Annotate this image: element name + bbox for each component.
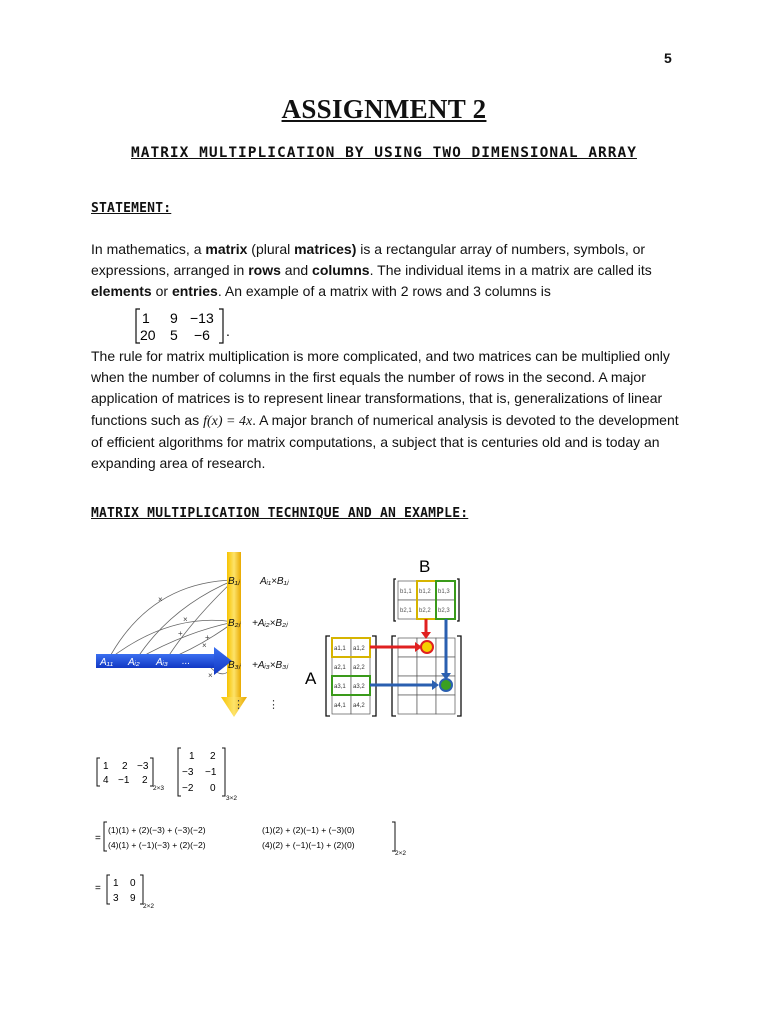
expanded-dim: 2×2 [395, 850, 407, 857]
svg-text:+: + [178, 629, 183, 638]
b-cell: b2,1 [400, 608, 412, 614]
row-column-diagram [90, 552, 310, 722]
a-cell: a4,2 [353, 703, 365, 709]
row-label: Aᵢ₃ [156, 657, 168, 668]
b-cell: b2,2 [419, 608, 431, 614]
a-entry: 4 [103, 775, 109, 786]
expanded-entry: (4)(1) + (−1)(−3) + (2)(−2) [108, 840, 206, 850]
example-cell: −6 [194, 327, 210, 343]
a-entry: 2 [122, 761, 128, 772]
b-cell: b1,3 [438, 589, 450, 595]
row-label: Aᵢ₂ [128, 657, 140, 668]
expanded-entry: (1)(2) + (2)(−1) + (−3)(0) [262, 825, 355, 835]
label-b: B [419, 557, 431, 576]
worked-example [90, 744, 430, 924]
row-label: ... [182, 656, 191, 667]
svg-text:×: × [183, 615, 188, 624]
page-number: 5 [664, 50, 672, 66]
example-cell: −13 [190, 310, 214, 326]
example-cell: 9 [170, 310, 178, 326]
assignment-title: ASSIGNMENT 2 [281, 94, 487, 124]
result-entry: 3 [113, 893, 119, 904]
a-entry: −1 [118, 775, 130, 786]
result-entry: 9 [130, 893, 136, 904]
technique-heading: MATRIX MULTIPLICATION TECHNIQUE AND AN EXAMPLE: [91, 506, 469, 521]
a-cell: a2,1 [334, 665, 346, 671]
a-cell: a1,1 [334, 646, 346, 652]
example-cell: 1 [142, 310, 150, 326]
b-entry: −3 [182, 767, 194, 778]
b-cell: b1,1 [400, 589, 412, 595]
result-entry: 0 [130, 878, 136, 889]
b-dim: 3×2 [226, 795, 238, 802]
b-cell: b2,3 [438, 608, 450, 614]
svg-text:×: × [202, 641, 207, 650]
row-label: A₁₁ [100, 657, 113, 668]
col-label: B₁ⱼ [228, 576, 240, 587]
svg-text:+: + [205, 633, 210, 642]
a-cell: a4,1 [334, 703, 346, 709]
label-a: A [305, 669, 317, 688]
dots: ⋮ [268, 699, 279, 711]
a-entry: 1 [103, 761, 109, 772]
b-entry: 2 [210, 751, 216, 762]
svg-text:⋮: ⋮ [233, 699, 244, 711]
a-entry: 2 [142, 775, 148, 786]
a-cell: a1,2 [353, 646, 365, 652]
b-entry: −1 [205, 767, 217, 778]
example-period: . [226, 323, 230, 339]
product-term: +Aᵢ₃×B₃ⱼ [252, 660, 288, 671]
b-cell: b1,2 [419, 589, 431, 595]
grid-diagram [302, 552, 468, 722]
col-label: B₃ⱼ [228, 660, 241, 671]
svg-text:×: × [208, 671, 213, 680]
col-label: B₂ⱼ [228, 618, 241, 629]
result-dim: 2×2 [143, 903, 155, 910]
equals-sign: = [95, 833, 101, 844]
example-cell: 20 [140, 327, 156, 343]
statement-heading: STATEMENT: [91, 201, 172, 216]
a-cell: a3,1 [334, 684, 346, 690]
a-dim: 2×3 [153, 785, 165, 792]
product-term: Aᵢ₁×B₁ⱼ [260, 576, 289, 587]
result-entry: 1 [113, 878, 119, 889]
product-term: +Aᵢ₂×B₂ⱼ [252, 618, 288, 629]
equals-sign: = [95, 883, 101, 894]
example-cell: 5 [170, 327, 178, 343]
a-cell: a3,2 [353, 684, 365, 690]
b-entry: −2 [182, 783, 194, 794]
intro-paragraph: In mathematics, a matrix (plural matrices) is a rectangular array of numbers, symbols, or expressions, arranged in rows and columns. The individual items in a matrix are called its elements or entries. An example of a matrix with 2 rows and 3 columns is [91, 241, 652, 299]
svg-text:×: × [158, 595, 163, 604]
b-entry: 0 [210, 783, 216, 794]
example-matrix [134, 306, 244, 346]
b-entry: 1 [189, 751, 195, 762]
assignment-subtitle: MATRIX MULTIPLICATION BY USING TWO DIMENSIONAL ARRAY [131, 145, 637, 161]
a-cell: a2,2 [353, 665, 365, 671]
expanded-entry: (4)(2) + (−1)(−1) + (2)(0) [262, 840, 355, 850]
rule-paragraph: The rule for matrix multiplication is more complicated, and two matrices can be multiplied only when the number of columns in the first equals the number of rows in the second. A major application of matrices is to represent linear transformations, that is, generalizations of linear functions such as f(x) = 4x. A major branch of numerical analysis is devoted to the development of efficient algorithms for matrix computations, a subject that is centuries old and is today an expanding area of research. [91, 348, 679, 472]
a-entry: −3 [137, 761, 149, 772]
expanded-entry: (1)(1) + (2)(−3) + (−3)(−2) [108, 825, 206, 835]
